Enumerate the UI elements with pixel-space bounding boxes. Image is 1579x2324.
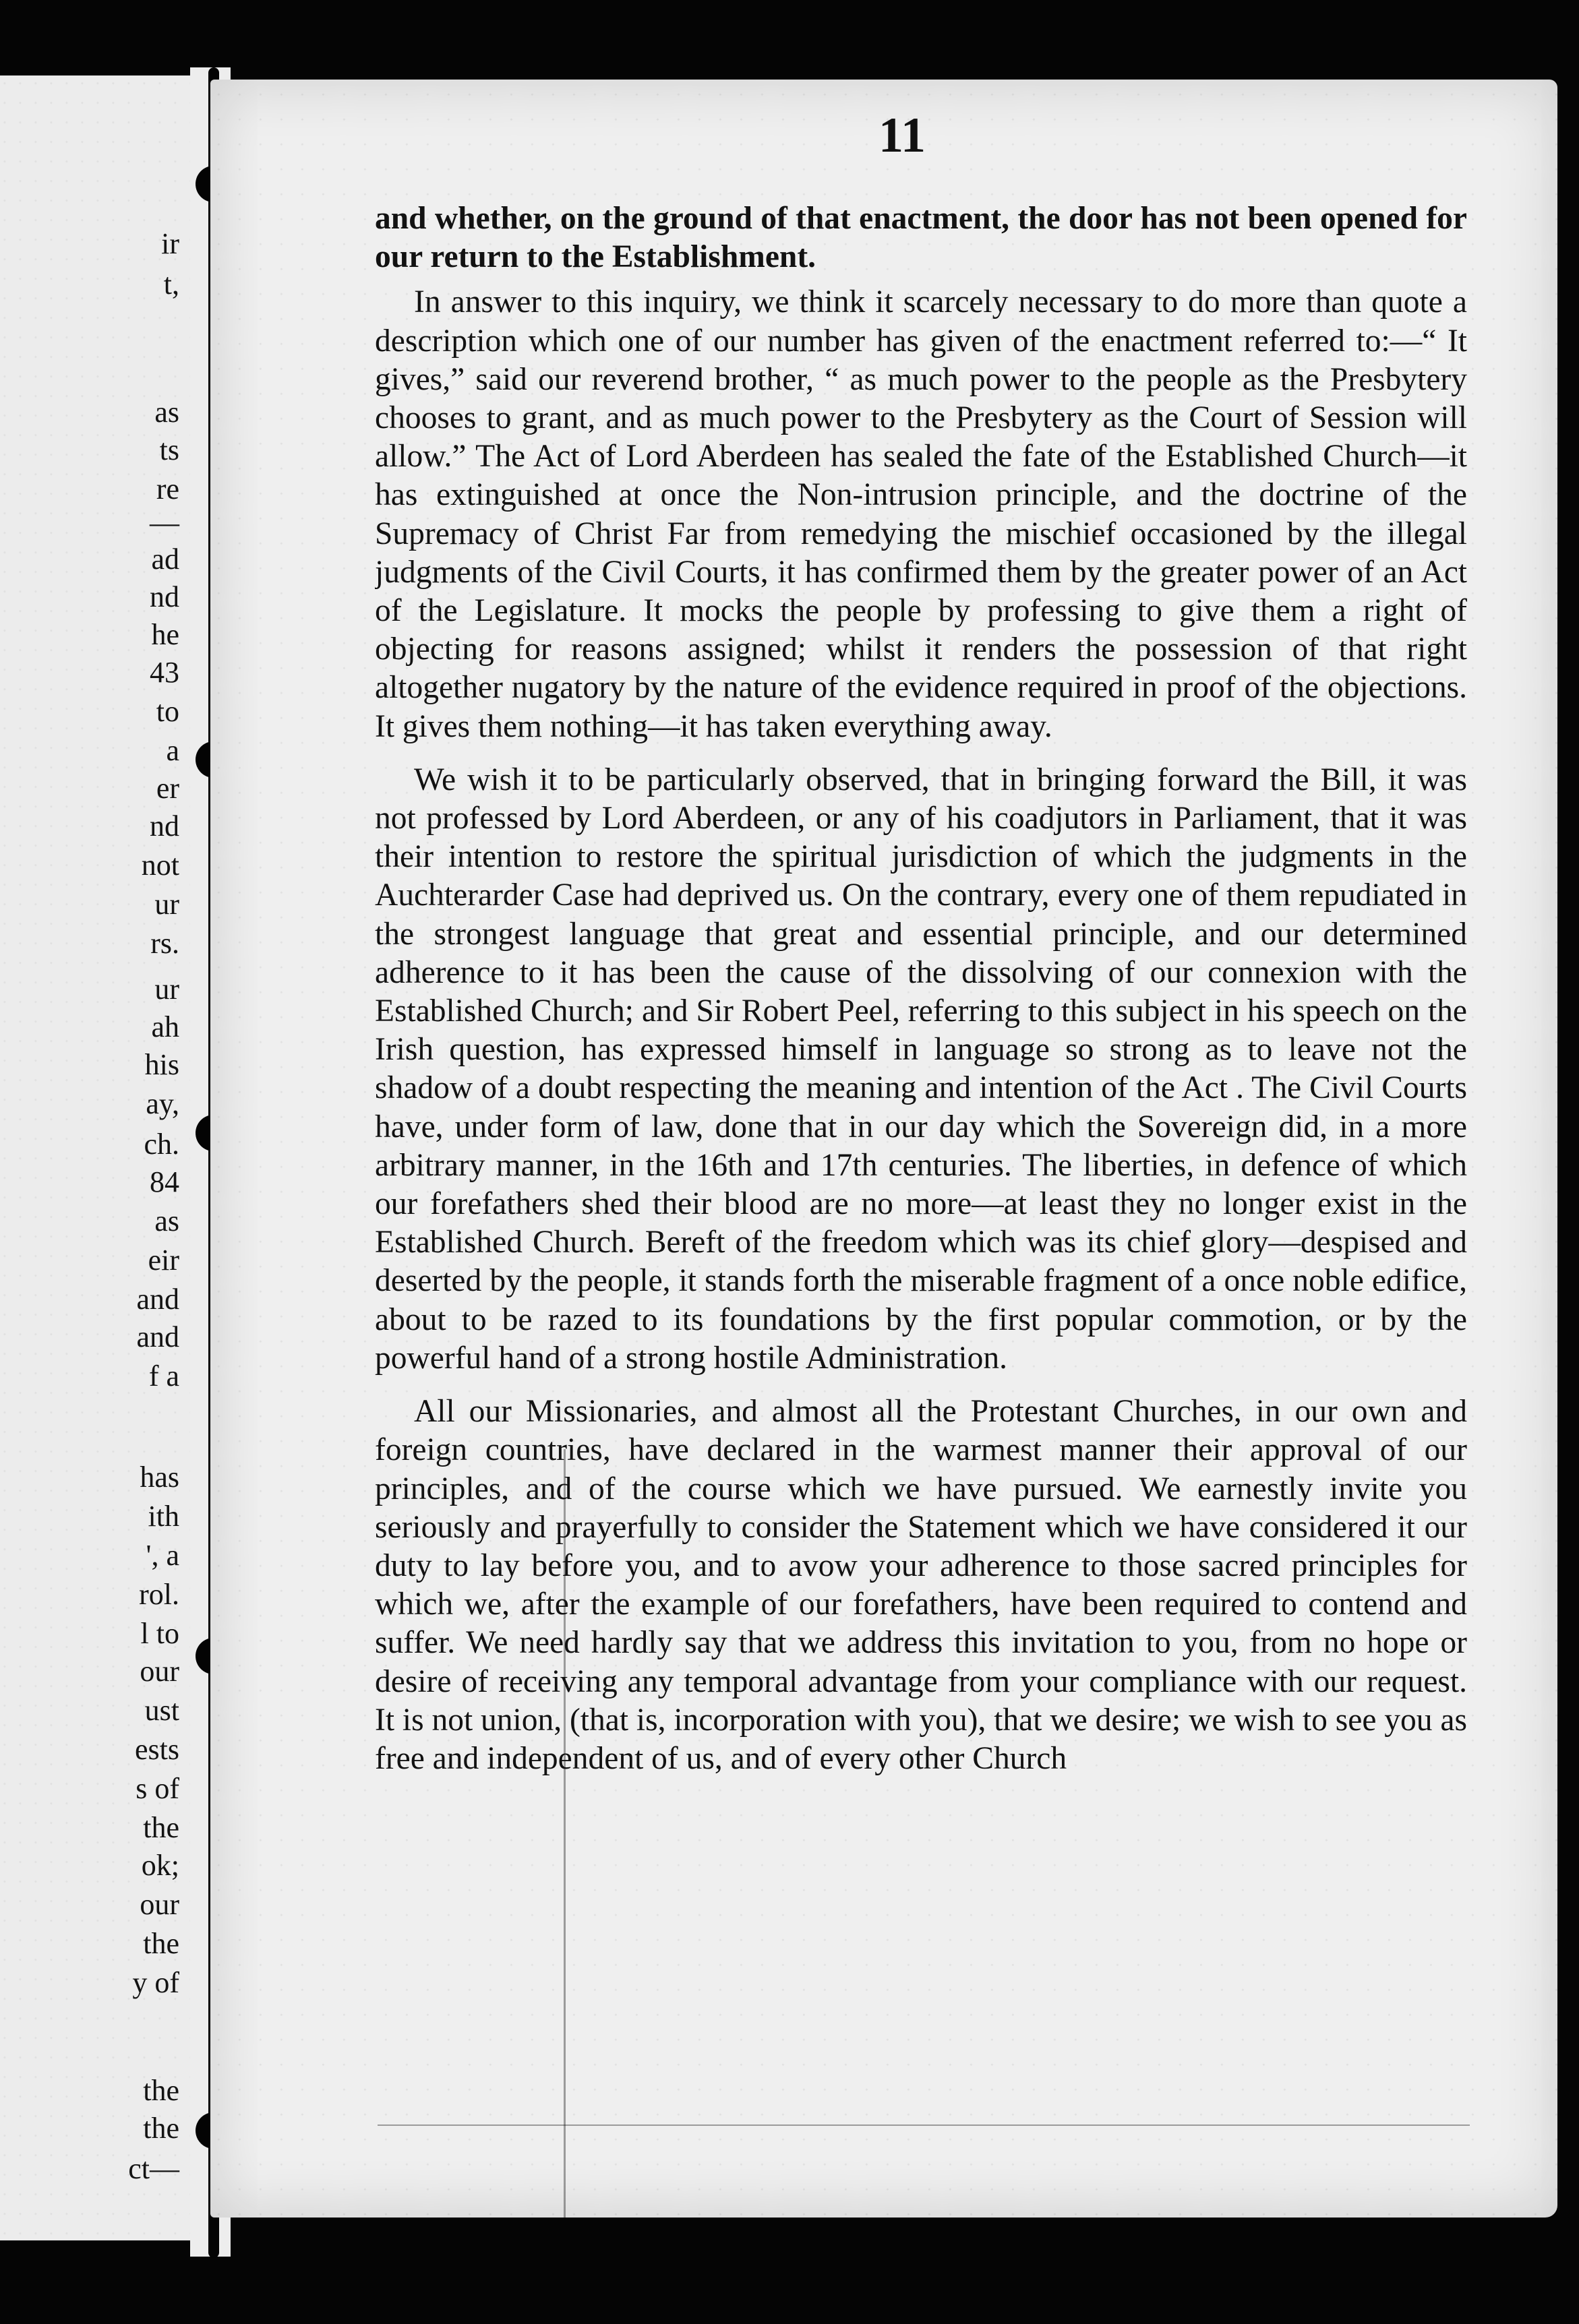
paragraph: All our Missionaries, and almost all the Protestant Churches, in our own and foreign countries, have declared in the warmest manner their approval of our principles, and of the course which we have pursued. We earnestly invite you seriously and prayerfully to consider the Statement which we have considered it our duty to lay before you, and to avow your adherence to those sacred principles for which we, after the example of our forefathers, have been required to contend and suffer. We need hardly say that we address this invitation to you, from no hope or desire of receiving any temporal advantage from your compliance with our request. It is not union, (that is, incorporation with you), that we desire; we wish to see you as free and independent of us, and of every other Church <box>375 1394 1467 1776</box>
facing-page-fragment: eir <box>148 1244 179 1277</box>
facing-page-fragment: the <box>143 2074 179 2107</box>
page-number: 11 <box>878 108 926 163</box>
facing-page-fragment: ir <box>161 227 179 260</box>
facing-page-fragment: the <box>143 2112 179 2145</box>
facing-page-fragment: our <box>140 1655 179 1688</box>
facing-page-fragment: ah <box>151 1010 179 1043</box>
page-body <box>375 200 1467 2141</box>
facing-page-fragment: 84 <box>150 1165 179 1198</box>
facing-page-fragment: our <box>140 1888 179 1921</box>
facing-page-fragment: ay, <box>146 1087 179 1120</box>
facing-page-fragment: ct— <box>128 2152 179 2185</box>
facing-page-fragment: ith <box>148 1500 179 1533</box>
facing-page-fragment: er <box>156 772 179 805</box>
facing-page-fragment: the <box>143 1927 179 1960</box>
facing-page-fragment: ur <box>154 888 179 921</box>
facing-page-fragment: nd <box>150 809 179 843</box>
facing-page-fragment: and <box>136 1320 179 1353</box>
facing-page-fragment: ', a <box>146 1539 179 1572</box>
facing-page-fragment: ad <box>151 543 179 576</box>
facing-page-fragment: he <box>151 618 179 651</box>
facing-page-fragment: t, <box>163 268 179 301</box>
facing-page-fragment: s of <box>136 1772 179 1805</box>
facing-page-fragment: ts <box>159 433 179 466</box>
paragraph: In answer to this inquiry, we think it scarcely necessary to do more than quote a description which one of our number has given of the enactment referred to:—“ It gives,” said our reverend brother, “ as much power to the people as the Presbytery chooses to grant, and as much power to the Presbytery as the Court of Session will allow.” The Act of Lord Aberdeen has sealed the fate of the Established Church—it has extinguished at once the Non-intrusion principle, and the doctrine of the Supremacy of Christ Far from remedying the mischief occasioned by the illegal judgments of the Civil Courts, it has confirmed them by the greater power of an Act of the Legislature. It mocks the people by professing to give them a right of objecting for reasons assigned; whilst it renders the possession of that right altogether nugatory by the nature of the evidence required in proof of the objections. It gives them nothing—it has taken everything away. <box>375 284 1467 744</box>
facing-page-fragment: re <box>156 472 179 506</box>
paragraph: We wish it to be particularly observed, that in bringing forward the Bill, it was not professed by Lord Aberdeen, or any of his coadjutors in Parliament, that it was their intention to restore the spiritual jurisdiction of which the judgments in the Auchterarder Case had deprived us. On the contrary, every one of them repudiated in the strongest language that great and essential principle, and our determined adherence to it has been the cause of the dissolving of our connexion with the Established Church; and Sir Robert Peel, referring to this subject in his speech on the Irish question, has expressed himself in language so strong as to leave not the shadow of a doubt respecting the meaning and intention of the Act . The Civil Courts have, under form of law, done that in our day which the Sovereign did, in a more arbitrary manner, in the 16th and 17th centuries. The liberties, in defence of which our forefathers shed their blood are no more—at least they no longer exist in the Established Church. Bereft of the freedom which was its chief glory—despised and deserted by the people, it stands forth the miserable fragment of a once noble edifice, about to be razed to its foundations by the first popular commotion, or by the powerful hand of a strong hostile Administration. <box>375 762 1467 1376</box>
facing-page-fragment: rs. <box>150 927 179 960</box>
facing-page-fragment: ch. <box>144 1128 179 1161</box>
facing-page-fragment: nd <box>150 580 179 613</box>
facing-page-fragment: his <box>144 1048 179 1081</box>
facing-page-fragment: ests <box>135 1733 179 1766</box>
facing-page-fragment: to <box>156 695 179 728</box>
facing-page-fragment: as <box>154 396 179 429</box>
facing-page-fragment: l to <box>140 1617 179 1650</box>
facing-page-fragment: ok; <box>141 1849 179 1882</box>
facing-page-fragment: has <box>140 1461 179 1494</box>
paragraph: and whether, on the ground of that enactment, the door has not been opened for our return to the Establishment. <box>375 201 1467 275</box>
facing-page-fragment: the <box>143 1811 179 1844</box>
facing-page-fragment: a <box>166 734 179 767</box>
facing-page-fragment: rol. <box>139 1578 179 1611</box>
facing-page-fragment: ur <box>154 973 179 1006</box>
facing-page-fragment: — <box>150 506 179 539</box>
facing-page-fragment: as <box>154 1204 179 1237</box>
facing-page-fragment: y of <box>132 1966 179 1999</box>
facing-page-fragment: and <box>136 1283 179 1316</box>
facing-page-fragment: 43 <box>150 656 179 689</box>
facing-page-fragment: f a <box>148 1359 179 1393</box>
facing-page-fragment: not <box>141 849 179 882</box>
facing-page-fragment: ust <box>144 1694 179 1727</box>
